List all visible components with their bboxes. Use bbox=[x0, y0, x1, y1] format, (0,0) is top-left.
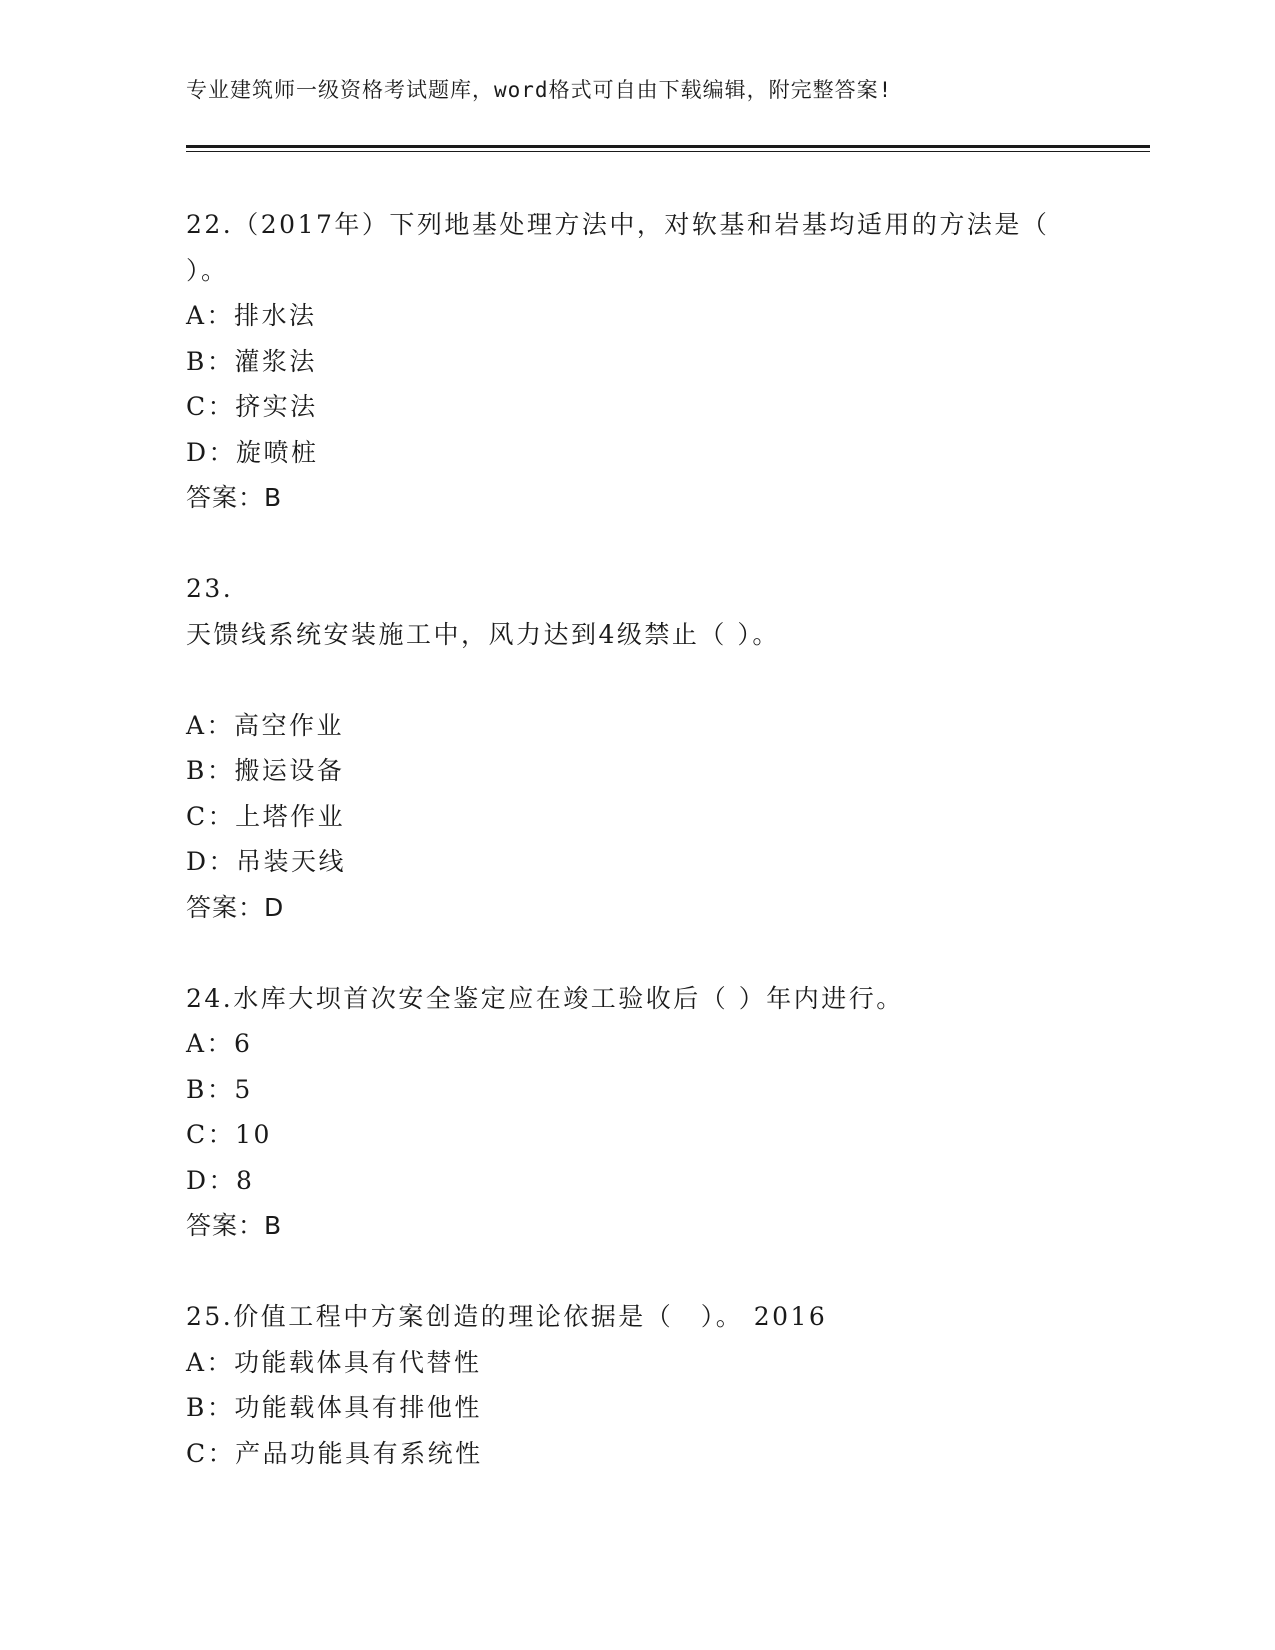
option-a: A：功能载体具有代替性 bbox=[186, 1347, 482, 1377]
option-a: A：6 bbox=[186, 1029, 253, 1058]
option-a: A：排水法 bbox=[186, 301, 317, 330]
question-stem: 25.价值工程中方案创造的理论依据是（ ）。 2016 bbox=[186, 1302, 828, 1331]
option-b: B：5 bbox=[186, 1074, 253, 1104]
header-divider-thin bbox=[186, 151, 1150, 152]
spacer bbox=[186, 521, 1086, 567]
option-b: B：搬运设备 bbox=[186, 756, 345, 785]
question-stem: 24.水库大坝首次安全鉴定应在竣工验收后（ ）年内进行。 bbox=[186, 983, 904, 1013]
question-24 bbox=[186, 976, 1086, 1249]
option-c: C：上塔作业 bbox=[186, 801, 346, 831]
spacer bbox=[186, 657, 1086, 703]
header-divider-thick bbox=[186, 145, 1150, 148]
question-stem: 天馈线系统安装施工中，风力达到4级禁止（ ）。 bbox=[186, 619, 780, 649]
option-d: D：8 bbox=[186, 1165, 255, 1195]
question-stem: 23. bbox=[186, 574, 234, 603]
question-stem: ）。 bbox=[186, 255, 229, 285]
answer-line: 答案：D bbox=[186, 892, 285, 922]
question-25 bbox=[186, 1294, 1086, 1476]
spacer bbox=[186, 930, 1086, 976]
spacer bbox=[186, 1249, 1086, 1295]
answer-line: 答案：B bbox=[186, 1211, 283, 1240]
answer-line: 答案：B bbox=[186, 483, 283, 512]
option-d: D：旋喷桩 bbox=[186, 437, 319, 467]
question-22 bbox=[186, 202, 1086, 521]
option-d: D：吊装天线 bbox=[186, 847, 347, 876]
page-header: 专业建筑师一级资格考试题库，word格式可自由下载编辑，附完整答案! bbox=[186, 78, 893, 102]
option-b: B：功能载体具有排他性 bbox=[186, 1393, 482, 1422]
option-b: B：灌浆法 bbox=[186, 346, 317, 376]
question-stem: 22.（2017年）下列地基处理方法中，对软基和岩基均适用的方法是（ bbox=[186, 210, 1050, 239]
option-c: C：产品功能具有系统性 bbox=[186, 1438, 483, 1468]
option-c: C：10 bbox=[186, 1120, 272, 1149]
question-23 bbox=[186, 566, 1086, 930]
option-c: C：挤实法 bbox=[186, 392, 318, 421]
question-list bbox=[186, 202, 1086, 1476]
option-a: A：高空作业 bbox=[186, 710, 345, 740]
